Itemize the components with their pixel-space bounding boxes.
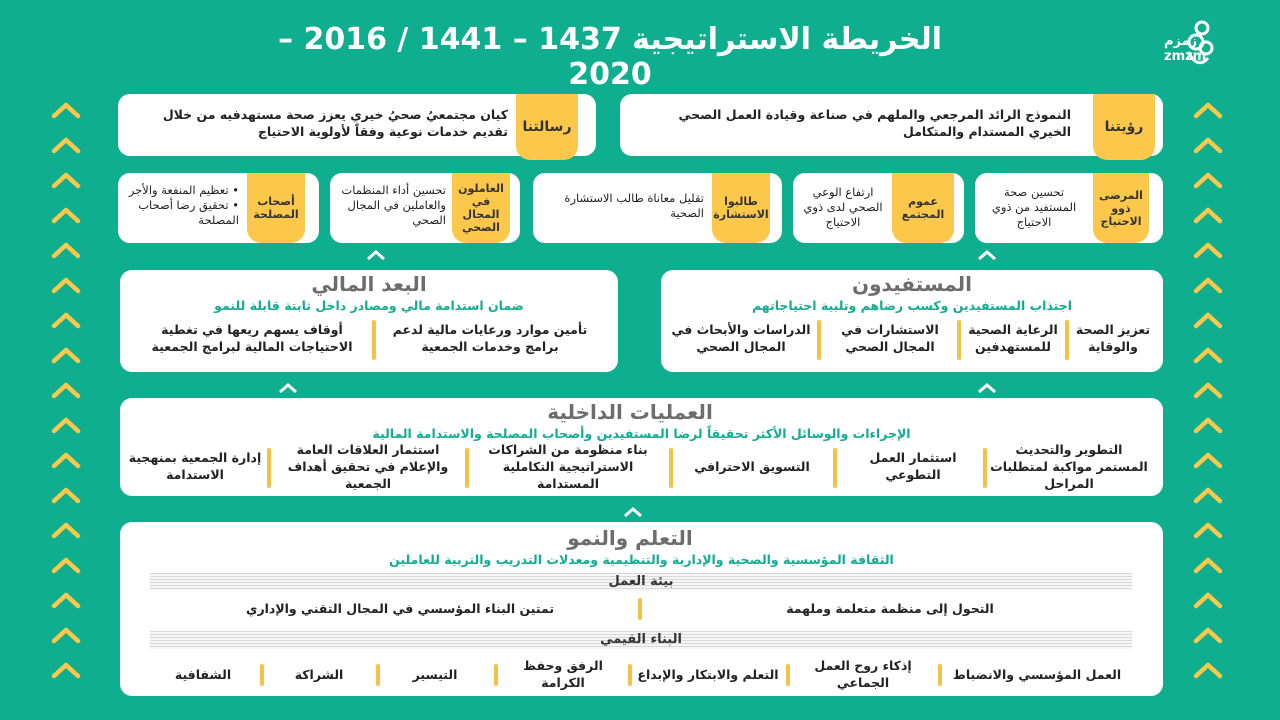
- stakeholder-card-health-workers: [330, 173, 520, 243]
- chevron-up-icon: [1192, 485, 1224, 505]
- financial-subtitle: ضمان استدامة مالي ومصادر داخل ثابتة قابلة للنمو: [214, 298, 524, 313]
- chevron-up-icon: [50, 555, 82, 575]
- beneficiaries-card: [661, 270, 1163, 372]
- stakeholder-list-item: • تعظيم المنفعة والأجر: [127, 183, 239, 198]
- learning-title: التعلم والنمو: [567, 526, 693, 550]
- chevron-up-icon: [278, 382, 298, 394]
- chevron-up-icon: [1192, 625, 1224, 645]
- beneficiaries-item: تعزيز الصحة والوقاية: [1075, 322, 1151, 354]
- internal-processes-card: [120, 398, 1163, 496]
- divider: [376, 664, 380, 686]
- chevron-up-icon: [1192, 205, 1224, 225]
- chevron-up-icon: [50, 170, 82, 190]
- chevron-up-icon: [1192, 450, 1224, 470]
- mission-text: كيان مجتمعيُ صحيُ خيري يعزز صحة مستهدفيه من خلال تقديم خدمات نوعية وفقاً لأولوية الاحتياج: [162, 107, 508, 139]
- internal-item: التطوير والتحديث المستمر مواكبة لمتطلبات المراحل: [990, 441, 1148, 491]
- chevron-column-right: [1192, 100, 1232, 700]
- beneficiaries-item: الرعاية الصحية للمستهدفين: [968, 322, 1058, 354]
- stakeholder-card-consultation: [533, 173, 782, 243]
- logo-text-en: zmzm: [1164, 49, 1207, 64]
- logo-text-ar: زمزم: [1164, 34, 1198, 49]
- divider: [494, 664, 498, 686]
- divider: [638, 598, 642, 620]
- divider: [983, 448, 987, 488]
- divider: [1065, 320, 1069, 360]
- stakeholder-tag: أصحاب المصلحة: [247, 173, 305, 243]
- mission-card: [118, 94, 596, 156]
- chevron-up-icon: [50, 205, 82, 225]
- value-item: الشفافية: [174, 666, 232, 682]
- logo-text: [1164, 34, 1206, 64]
- chevron-up-icon: [50, 100, 82, 120]
- chevron-up-icon: [1192, 415, 1224, 435]
- chevron-up-icon: [977, 249, 997, 261]
- chevron-up-icon: [50, 450, 82, 470]
- value-item: العمل المؤسسي والانضباط: [952, 666, 1122, 682]
- stakeholder-tag: عموم المجتمع: [892, 173, 954, 243]
- stakeholder-list-item: • تحقيق رضا أصحاب المصلحة: [127, 198, 239, 228]
- chevron-up-icon: [50, 240, 82, 260]
- financial-card: [120, 270, 618, 372]
- divider: [833, 448, 837, 488]
- chevron-up-icon: [50, 135, 82, 155]
- vision-text: النموذج الرائد المرجعي والملهم في صناعة وقيادة العمل الصحي الخيري المستدام والمتكامل: [678, 107, 1071, 139]
- chevron-up-icon: [977, 382, 997, 394]
- chevron-up-icon: [1192, 345, 1224, 365]
- chevron-up-icon: [50, 660, 82, 680]
- chevron-up-icon: [1192, 555, 1224, 575]
- stakeholder-card-community: [793, 173, 964, 243]
- learning-subtitle: الثقافة المؤسسية والصحية والإدارية والتنظيمية ومعدلات التدريب والتربية للعاملين: [389, 552, 894, 567]
- internal-item: إدارة الجمعية بمنهجية الاستدامة: [128, 450, 262, 482]
- vision-card: [620, 94, 1163, 156]
- chevron-up-icon: [50, 485, 82, 505]
- internal-item: استثمار العلاقات العامة والإعلام في تحقيق أهداف الجمعية: [287, 441, 449, 491]
- stakeholder-text: ارتفاع الوعي الصحي لدى ذوي الاحتياج: [803, 185, 883, 229]
- mission-tag: رسالتنا: [516, 94, 578, 160]
- stakeholder-tag: المرضى ذوو الاحتياج: [1093, 173, 1149, 243]
- chevron-up-icon: [1192, 590, 1224, 610]
- chevron-up-icon: [1192, 240, 1224, 260]
- chevron-up-icon: [1192, 135, 1224, 155]
- chevron-up-icon: [1192, 310, 1224, 330]
- stakeholder-text: تحسين أداء المنظمات والعاملين في المجال الصحي: [341, 183, 446, 227]
- chevron-up-icon: [50, 625, 82, 645]
- beneficiaries-item: الدراسات والأبحاث في المجال الصحي: [671, 322, 811, 354]
- work-environment-band: بيئة العمل: [150, 573, 1132, 591]
- value-item: التعلم والابتكار والإبداع: [637, 666, 779, 682]
- chevron-up-icon: [366, 249, 386, 261]
- value-item: الشراكة: [294, 666, 344, 682]
- stakeholder-text: تقليل معاناة طالب الاستشارة الصحية: [564, 191, 704, 220]
- chevron-up-icon: [50, 415, 82, 435]
- chevron-up-icon: [50, 310, 82, 330]
- value-item: إذكاء روح العمل الجماعي: [814, 658, 912, 690]
- chevron-up-icon: [1192, 660, 1224, 680]
- beneficiaries-subtitle: اجتذاب المستفيدين وكسب رضاهم وتلبية احتياجاتهم: [751, 298, 1073, 313]
- chevron-up-icon: [1192, 275, 1224, 295]
- stakeholder-list: [127, 183, 239, 228]
- chevron-up-icon: [1192, 520, 1224, 540]
- divider: [786, 664, 790, 686]
- chevron-up-icon: [50, 275, 82, 295]
- chevron-up-icon: [50, 345, 82, 365]
- beneficiaries-item: الاستشارات في المجال الصحي: [841, 322, 939, 354]
- chevron-column-left: [50, 100, 90, 700]
- divider: [669, 448, 673, 488]
- divider: [267, 448, 271, 488]
- divider: [817, 320, 821, 360]
- internal-title: العمليات الداخلية: [547, 400, 713, 424]
- vision-tag: رؤيتنا: [1093, 94, 1155, 160]
- chevron-up-icon: [1192, 100, 1224, 120]
- work-environment-item: التحول إلى منظمة متعلمة وملهمة: [786, 600, 994, 616]
- internal-subtitle: الإجراءات والوسائل الأكثر تحقيقاً لرضا المستفيدين وأصحاب المصلحة والاستدامة المالية: [372, 426, 911, 441]
- internal-item: التسويق الاحترافي: [694, 458, 810, 474]
- stakeholder-card-patients: [975, 173, 1163, 243]
- divider: [465, 448, 469, 488]
- financial-item: تأمين موارد ورعايات مالية لدعم برامج وخدمات الجمعية: [392, 322, 588, 354]
- financial-item: أوقاف يسهم ريعها في تغطية الاحتياجات المالية لبرامج الجمعية: [151, 322, 353, 354]
- chevron-up-icon: [1192, 170, 1224, 190]
- divider: [628, 664, 632, 686]
- chevron-up-icon: [1192, 380, 1224, 400]
- stakeholder-tag: العاملون في المجال الصحي: [452, 173, 510, 243]
- values-band: البناء القيمي: [150, 631, 1132, 649]
- financial-title: البعد المالي: [311, 272, 427, 296]
- internal-item: بناء منظومة من الشراكات الاستراتيجية التكاملية المستدامة: [488, 441, 648, 491]
- stakeholder-tag: طالبوا الاستشارة: [712, 173, 770, 243]
- divider: [260, 664, 264, 686]
- divider: [938, 664, 942, 686]
- stakeholder-card-stakeholders: [118, 173, 319, 243]
- value-item: التيسير: [412, 666, 458, 682]
- page-title: الخريطة الاستراتيجية 1437 – 1441 / 2016 – 2020: [278, 22, 942, 92]
- stakeholder-text: تحسين صحة المستفيد من ذوي الاحتياج: [991, 185, 1077, 229]
- chevron-up-icon: [623, 506, 643, 518]
- value-item: الرفق وحفظ الكرامة: [523, 658, 603, 690]
- chevron-up-icon: [50, 520, 82, 540]
- internal-item: استثمار العمل التطوعي: [869, 450, 957, 482]
- chevron-up-icon: [50, 380, 82, 400]
- chevron-up-icon: [50, 590, 82, 610]
- divider: [372, 320, 376, 360]
- beneficiaries-title: المستفيدون: [852, 272, 972, 296]
- divider: [957, 320, 961, 360]
- work-environment-item: تمتين البناء المؤسسي في المجال التقني والإداري: [245, 600, 555, 616]
